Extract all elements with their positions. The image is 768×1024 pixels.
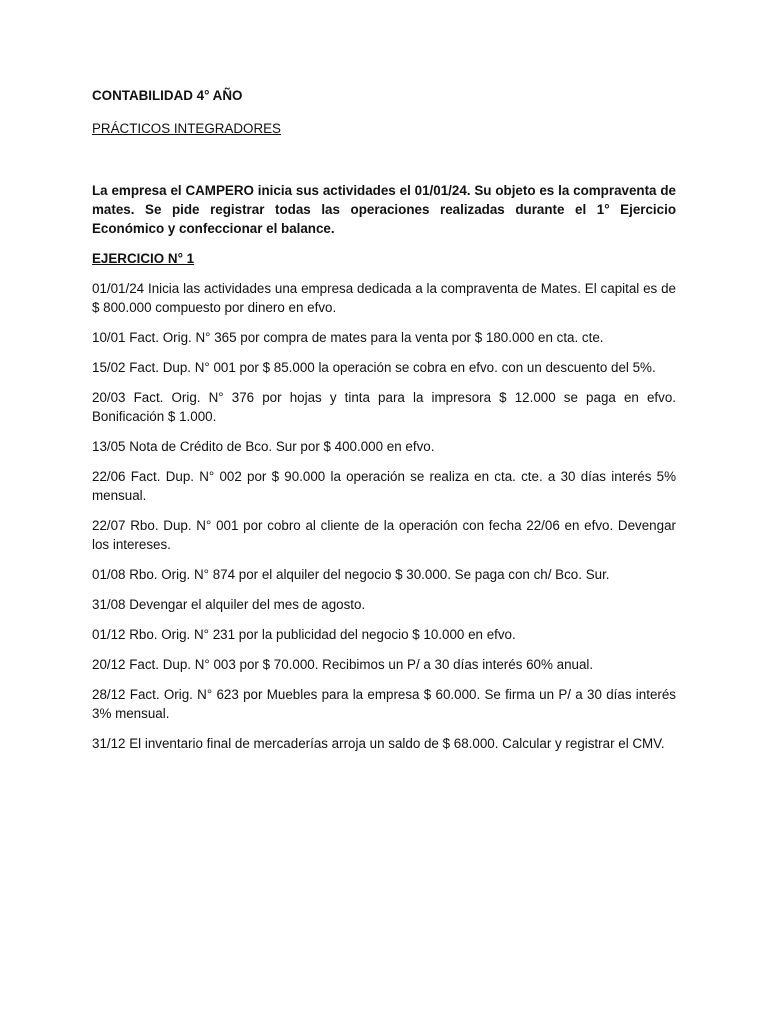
operation-item: 15/02 Fact. Dup. N° 001 por $ 85.000 la operación se cobra en efvo. con un descuento del 5%. <box>92 360 656 375</box>
document-title: CONTABILIDAD 4° AÑO <box>92 88 243 103</box>
operation-item: 22/06 Fact. Dup. N° 002 por $ 90.000 la operación se realiza en cta. cte. a 30 días interés 5% mensual. <box>92 469 676 503</box>
operation-item: 31/12 El inventario final de mercaderías arroja un saldo de $ 68.000. Calcular y registrar el CMV. <box>92 736 665 751</box>
exercise-heading: EJERCICIO N° 1 <box>92 251 195 266</box>
operation-item: 01/08 Rbo. Orig. N° 874 por el alquiler del negocio $ 30.000. Se paga con ch/ Bco. Sur. <box>92 567 610 582</box>
operation-item: 22/07 Rbo. Dup. N° 001 por cobro al cliente de la operación con fecha 22/06 en efvo. Devengar los intereses. <box>92 518 676 552</box>
operation-item: 01/01/24 Inicia las actividades una empresa dedicada a la compraventa de Mates. El capital es de $ 800.000 compuesto por dinero en efvo. <box>92 281 676 315</box>
operation-item: 31/08 Devengar el alquiler del mes de agosto. <box>92 597 366 612</box>
operation-item: 13/05 Nota de Crédito de Bco. Sur por $ 400.000 en efvo. <box>92 439 435 454</box>
document-page <box>92 86 676 753</box>
operation-item: 20/03 Fact. Orig. N° 376 por hojas y tinta para la impresora $ 12.000 se paga en efvo. Bonificación $ 1.000. <box>92 390 676 424</box>
document-subtitle: PRÁCTICOS INTEGRADORES <box>92 121 281 136</box>
operation-item: 28/12 Fact. Orig. N° 623 por Muebles para la empresa $ 60.000. Se firma un P/ a 30 días interés 3% mensual. <box>92 687 676 721</box>
operation-item: 10/01 Fact. Orig. N° 365 por compra de mates para la venta por $ 180.000 en cta. cte. <box>92 330 604 345</box>
operation-item: 20/12 Fact. Dup. N° 003 por $ 70.000. Recibimos un P/ a 30 días interés 60% anual. <box>92 657 594 672</box>
operation-item: 01/12 Rbo. Orig. N° 231 por la publicidad del negocio $ 10.000 en efvo. <box>92 627 516 642</box>
intro-paragraph: La empresa el CAMPERO inicia sus actividades el 01/01/24. Su objeto es la compraventa de mates. Se pide registrar todas las operaciones realizadas durante el 1° Ejercicio Económico y confeccionar el balance. <box>92 183 676 236</box>
